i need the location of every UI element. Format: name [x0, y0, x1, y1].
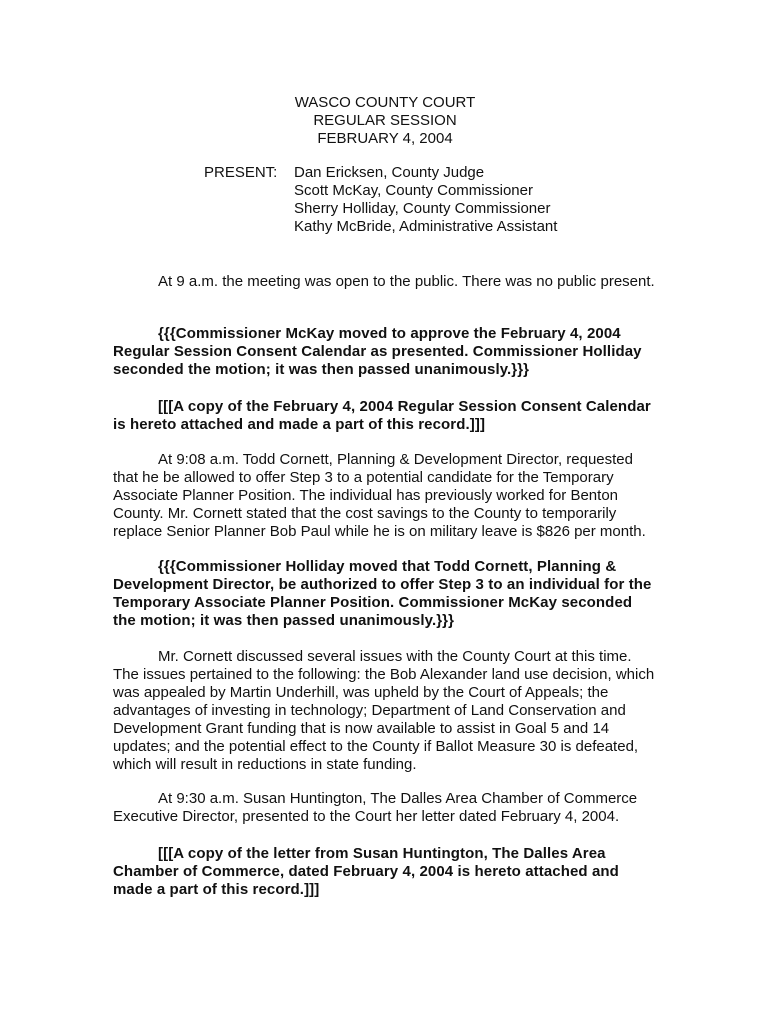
paragraph-public-meeting: At 9 a.m. the meeting was open to the public. There was no public present.	[158, 273, 655, 290]
attendee-item: Scott McKay, County Commissioner	[294, 182, 533, 199]
attendee-list	[294, 164, 557, 236]
record-consent-calendar: [[[A copy of the February 4, 2004 Regular Session Consent Calendar is hereto attached and made a part of this record.]]]	[113, 398, 651, 433]
record-huntington-letter: [[[A copy of the letter from Susan Huntington, The Dalles Area Chamber of Commerce, dated February 4, 2004 is hereto attached and made a part of this record.]]]	[113, 845, 619, 898]
present-label: PRESENT:	[204, 164, 278, 181]
paragraph-huntington: At 9:30 a.m. Susan Huntington, The Dalles Area Chamber of Commerce Executive Director, presented to the Court her letter dated February 4, 2004.	[113, 790, 638, 825]
session-date: FEBRUARY 4, 2004	[317, 130, 453, 147]
attendee-item: Dan Ericksen, County Judge	[294, 164, 485, 181]
motion-step-3: {{{Commissioner Holliday moved that Todd Cornett, Planning & Development Director, be authorized to offer Step 3 to an individual for the Temporary Associate Planner Position. Commissioner McKay seconded the motion; it was then passed unanimously.}}}	[113, 558, 652, 629]
paragraph-cornett-request: At 9:08 a.m. Todd Cornett, Planning & Development Director, requested that he be allowed to offer Step 3 to a potential candidate for the Temporary Associate Planner Position. The individual has previously worked for Benton County. Mr. Cornett stated that the cost savings to the County to temporarily replace Senior Planner Bob Paul while he is on military leave is $826 per month.	[113, 451, 646, 540]
motion-consent-calendar: {{{Commissioner McKay moved to approve the February 4, 2004 Regular Session Consent Calendar as presented. Commissioner Holliday seconded the motion; it was then passed unanimously.}}}	[113, 325, 642, 378]
attendee-item: Sherry Holliday, County Commissioner	[294, 200, 551, 217]
attendee-item: Kathy McBride, Administrative Assistant	[294, 218, 558, 235]
session-type: REGULAR SESSION	[313, 112, 457, 129]
document-header	[0, 94, 770, 148]
paragraph-cornett-issues: Mr. Cornett discussed several issues with the County Court at this time. The issues pertained to the following: the Bob Alexander land use decision, which was appealed by Martin Underhill, was upheld by the Court of Appeals; the advantages of investing in technology; Department of Land Conservation and Development Grant funding that is now available to assist in Goal 5 and 14 updates; and the potential effect to the County if Ballot Measure 30 is defeated, which will result in reductions in state funding.	[113, 648, 655, 773]
court-name: WASCO COUNTY COURT	[294, 94, 476, 111]
